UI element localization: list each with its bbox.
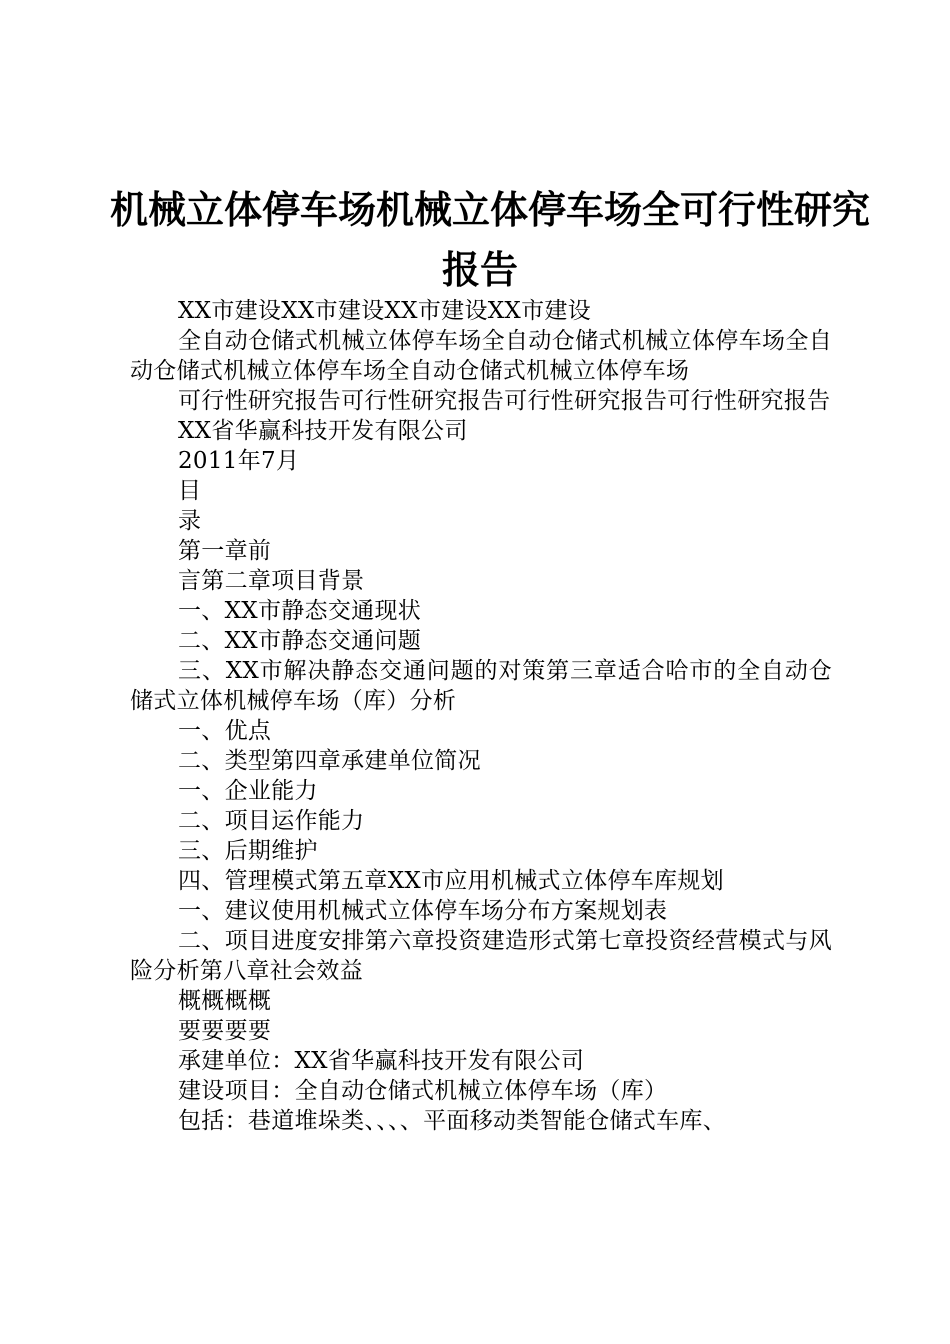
toc-item: 二、项目运作能力 <box>178 808 365 834</box>
document-body <box>130 296 832 1136</box>
paragraph-construction-project: 建设项目：全自动仓储式机械立体停车场（库） <box>178 1078 668 1104</box>
toc-item: 四、管理模式第五章XX市应用机械式立体停车库规划 <box>178 868 724 894</box>
toc-item: 一、XX市静态交通现状 <box>178 598 422 624</box>
toc-item: 第一章前 <box>178 538 272 564</box>
paragraph-summary-heading: 概概概概 <box>178 988 272 1014</box>
paragraph-city-construction: XX市建设XX市建设XX市建设XX市建设 <box>178 298 591 324</box>
toc-item: 二、项目进度安排第六章投资建造形式第七章投资经营模式与风险分析第八章社会效益 <box>130 928 832 984</box>
toc-item: 言第二章项目背景 <box>178 568 365 594</box>
paragraph-summary-heading: 要要要要 <box>178 1018 272 1044</box>
paragraph-project-name: 全自动仓储式机械立体停车场全自动仓储式机械立体停车场全自动仓储式机械立体停车场全自动仓储式机械立体停车场 <box>130 328 832 384</box>
paragraph-contractor: 承建单位：XX省华赢科技开发有限公司 <box>178 1048 585 1074</box>
paragraph-report-type: 可行性研究报告可行性研究报告可行性研究报告可行性研究报告 <box>178 388 831 414</box>
paragraph-includes: 包括：巷道堆垛类、、、、平面移动类智能仓储式车库、 <box>178 1108 726 1134</box>
paragraph-date: 2011年7月 <box>178 448 300 474</box>
document-title-line2: 报告 <box>441 247 518 292</box>
toc-item: 一、企业能力 <box>178 778 318 804</box>
toc-item: 三、后期维护 <box>178 838 318 864</box>
toc-item: 一、建议使用机械式立体停车场分布方案规划表 <box>178 898 668 924</box>
paragraph-company: XX省华赢科技开发有限公司 <box>178 418 468 444</box>
toc-item: 三、XX市解决静态交通问题的对策第三章适合哈市的全自动仓储式立体机械停车场（库）分析 <box>130 658 832 714</box>
toc-item: 二、XX市静态交通问题 <box>178 628 422 654</box>
toc-item: 二、类型第四章承建单位简况 <box>178 748 481 774</box>
toc-heading-part1: 目 <box>178 478 202 504</box>
toc-heading-part2: 录 <box>178 508 202 534</box>
toc-item: 一、优点 <box>178 718 272 744</box>
document-title-line1: 机械立体停车场机械立体停车场全可行性研究 <box>110 187 871 232</box>
